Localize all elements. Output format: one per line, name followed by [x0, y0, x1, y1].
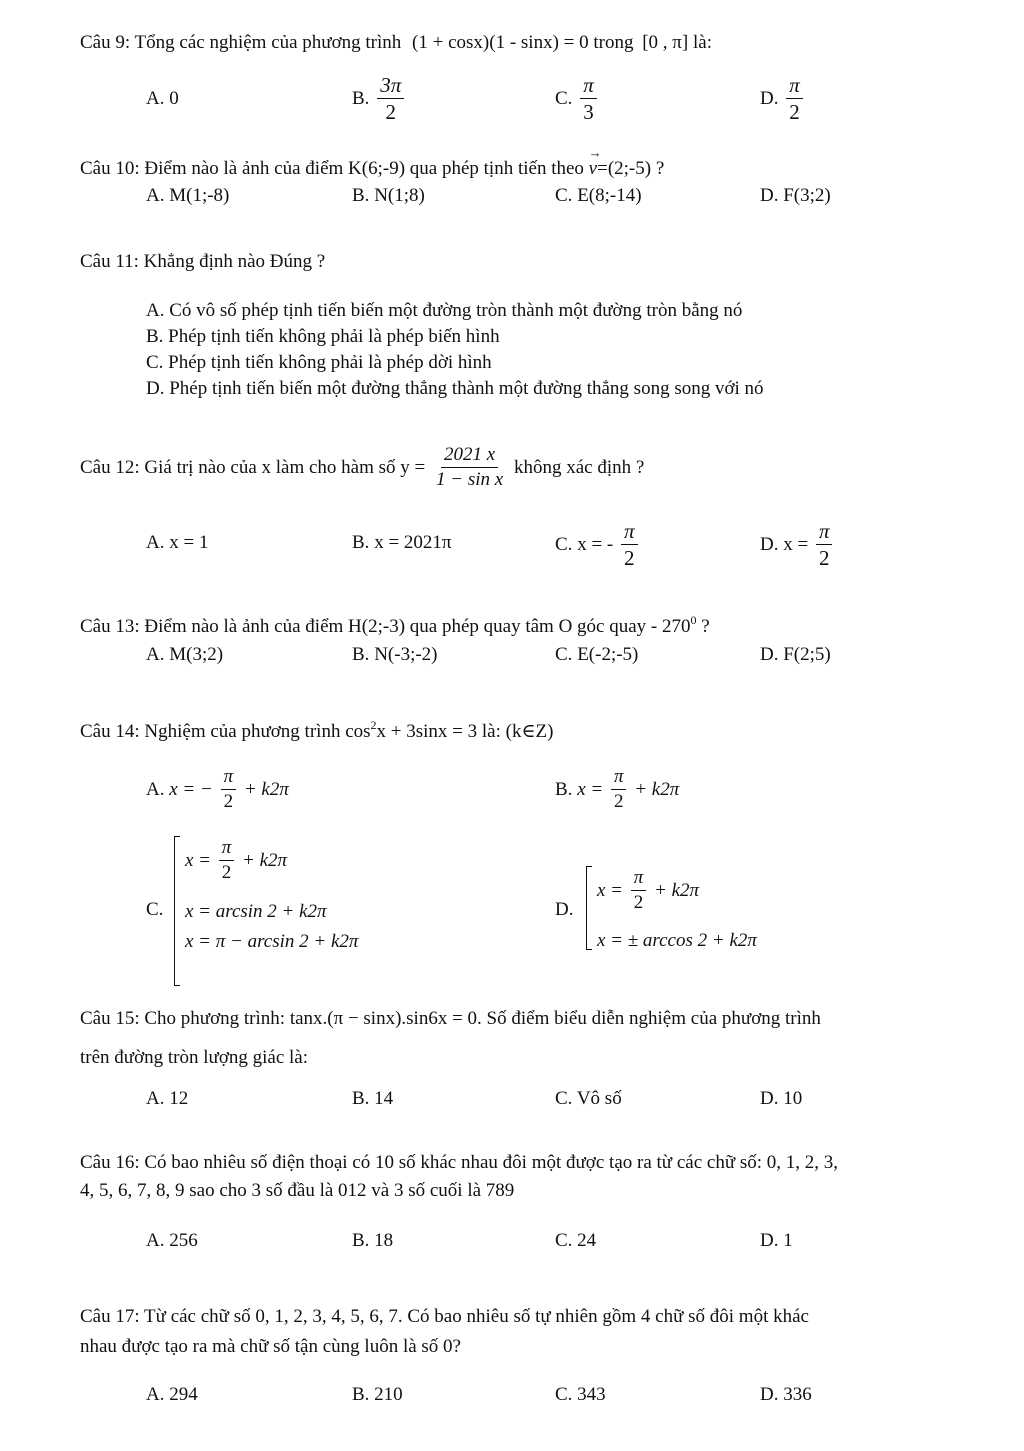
fraction-numerator: π — [816, 520, 833, 545]
q13-angle: - 270 — [650, 616, 691, 637]
q12-stem-text: Câu 12: Giá trị nào của x làm cho hàm số — [80, 456, 401, 478]
question-11-stem: Câu 11: Khẳng định nào Đúng ? — [80, 251, 326, 272]
q9-stem-text: Câu 9: Tổng các nghiệm của phương trình — [80, 32, 407, 53]
q9-option-d[interactable] — [760, 74, 806, 123]
q11-option-b[interactable]: B. Phép tịnh tiến không phải là phép biến hình — [146, 326, 500, 347]
q10-point: K(6;-9) — [348, 158, 406, 179]
fraction-numerator: 2021 x — [441, 445, 498, 468]
question-16-line1: Câu 16: Có bao nhiêu số điện thoại có 10 số khác nhau đôi một được tạo ra từ các chữ số: 0, 1, 2, 3, — [80, 1152, 839, 1173]
fraction-numerator: π — [611, 767, 627, 790]
fraction-denominator: 2 — [223, 790, 234, 812]
fraction-denominator: 2 — [789, 100, 800, 125]
q13-option-a[interactable] — [146, 645, 223, 664]
q10-vector-symbol: → v — [589, 159, 597, 178]
q10-option-b[interactable] — [352, 186, 425, 205]
question-10-stem — [80, 159, 664, 178]
option-value: M(3;2) — [169, 644, 224, 665]
option-label: D. — [760, 88, 779, 110]
question-14-stem — [80, 718, 554, 742]
option-suffix: + k2π — [243, 778, 289, 800]
q16-option-a[interactable]: A. 256 — [146, 1230, 198, 1251]
q14-option-d-bracket — [586, 866, 592, 950]
option-value: E(8;-14) — [577, 185, 642, 206]
q15-option-a[interactable]: A. 12 — [146, 1088, 189, 1109]
q12-option-d[interactable] — [760, 520, 835, 569]
option-label: B. — [352, 88, 370, 110]
q12-function-fraction — [433, 445, 506, 490]
fraction-numerator: π — [786, 74, 803, 99]
q14-option-b[interactable] — [555, 767, 679, 812]
q17-option-d[interactable]: D. 336 — [760, 1384, 812, 1405]
option-label: B. — [352, 185, 370, 206]
q13-option-c[interactable] — [555, 645, 638, 664]
q14-equation-power: 2 — [370, 718, 377, 732]
question-15-line2: trên đường tròn lượng giác là: — [80, 1047, 308, 1068]
question-9-stem — [80, 33, 712, 52]
q13-point: H(2;-3) — [348, 616, 406, 637]
option-prefix: x = - — [577, 534, 614, 556]
option-label: D. — [760, 185, 779, 206]
q14-a-fraction — [221, 767, 237, 812]
q10-stem-text: Câu 10: Điểm nào là ảnh của điểm — [80, 158, 349, 179]
option-label: B. — [352, 532, 370, 553]
question-16-line2: 4, 5, 6, 7, 8, 9 sao cho 3 số đầu là 012 và 3 số cuối là 789 — [80, 1180, 515, 1201]
q14-stem-text: Câu 14: Nghiệm của phương trình — [80, 721, 346, 742]
option-value: 0 — [169, 88, 179, 109]
q14-stem-text-b: là: (k∈Z) — [477, 721, 554, 742]
option-suffix: + k2π — [634, 778, 680, 800]
option-label: C. — [555, 185, 573, 206]
option-label: C. — [555, 534, 573, 556]
q12-stem-text-b: không xác định ? — [509, 456, 645, 478]
option-suffix: + k2π — [242, 849, 288, 871]
q12-d-fraction — [816, 520, 833, 569]
q13-stem-text-c: ? — [696, 616, 710, 637]
option-label: C. — [555, 88, 573, 110]
q14-option-d-line2[interactable]: x = ± arccos 2 + k2π — [597, 930, 757, 951]
q15-option-c[interactable]: C. Vô số — [555, 1088, 622, 1109]
q14-option-c-line1[interactable] — [185, 838, 287, 883]
option-label: A. — [146, 185, 165, 206]
fraction-denominator: 2 — [385, 100, 396, 125]
q13-stem-text-b: qua phép quay tâm O góc quay — [405, 616, 651, 637]
q9-d-fraction — [786, 74, 803, 123]
q15-option-d[interactable]: D. 10 — [760, 1088, 803, 1109]
q13-option-b[interactable] — [352, 645, 438, 664]
fraction-numerator: π — [221, 767, 237, 790]
fraction-numerator: π — [580, 74, 597, 99]
q14-equation-cos: cos — [345, 721, 371, 742]
q10-stem-text-b: qua phép tịnh tiến theo — [405, 158, 589, 179]
q14-option-c-line3[interactable]: x = π − arcsin 2 + k2π — [185, 931, 359, 952]
q15-option-b[interactable]: B. 14 — [352, 1088, 394, 1109]
option-prefix: x = — [185, 849, 212, 871]
option-value: M(1;-8) — [169, 185, 230, 206]
fraction-numerator: 3π — [377, 74, 404, 99]
q12-option-a[interactable] — [146, 533, 208, 552]
option-value: E(-2;-5) — [577, 644, 639, 665]
option-prefix: x = — [577, 778, 604, 800]
fraction-denominator: 2 — [613, 790, 624, 812]
q12-option-b[interactable] — [352, 533, 452, 552]
q11-option-d[interactable]: D. Phép tịnh tiến biến một đường thẳng thành một đường thẳng song song với nó — [146, 378, 764, 399]
q16-option-b[interactable]: B. 18 — [352, 1230, 394, 1251]
option-label: A. — [146, 644, 165, 665]
option-label: A. — [146, 778, 165, 800]
option-value: N(-3;-2) — [374, 644, 438, 665]
q9-interval: [0 , π] — [642, 32, 689, 53]
fraction-denominator: 2 — [633, 891, 644, 913]
option-suffix: + k2π — [654, 879, 700, 901]
q9-option-b[interactable] — [352, 74, 407, 123]
question-13-stem — [80, 613, 710, 637]
q13-stem-text: Câu 13: Điểm nào là ảnh của điểm — [80, 616, 349, 637]
q11-option-a[interactable]: A. Có vô số phép tịnh tiến biến một đường tròn thành một đường tròn bằng nó — [146, 300, 743, 321]
q13-option-d[interactable] — [760, 645, 831, 664]
option-label: C. — [555, 644, 573, 665]
option-prefix: x = — [783, 534, 809, 556]
option-prefix: x = — [597, 879, 624, 901]
option-label: B. — [352, 644, 370, 665]
question-17-line1: Câu 17: Từ các chữ số 0, 1, 2, 3, 4, 5, 6, 7. Có bao nhiêu số tự nhiên gồm 4 chữ số đôi một khác — [80, 1306, 809, 1327]
q10-option-d[interactable] — [760, 186, 831, 205]
fraction-denominator: 1 − sin x — [436, 468, 504, 490]
option-value: N(1;8) — [374, 185, 425, 206]
q14-option-c-line2[interactable]: x = arcsin 2 + k2π — [185, 901, 327, 922]
q14-option-d-label[interactable]: D. — [555, 899, 574, 920]
option-label: B. — [555, 778, 573, 800]
fraction-denominator: 2 — [221, 861, 232, 883]
question-17-line2: nhau được tạo ra mà chữ số tận cùng luôn là số 0? — [80, 1336, 461, 1357]
q10-vector-value: =(2;-5) — [597, 158, 652, 179]
option-label: A. — [146, 88, 165, 109]
q9-stem-text-c: là: — [688, 32, 712, 53]
q11-option-c[interactable]: C. Phép tịnh tiến không phải là phép dời hình — [146, 352, 492, 373]
q14-option-d-line1[interactable] — [597, 868, 699, 913]
option-value: F(3;2) — [783, 185, 831, 206]
q14-equation-rest: x + 3sinx = 3 — [376, 721, 478, 742]
q9-c-fraction — [580, 74, 597, 123]
option-prefix: x = − — [169, 778, 213, 800]
q9-option-c[interactable] — [555, 74, 600, 123]
q12-c-fraction — [621, 520, 638, 569]
fraction-numerator: π — [219, 838, 235, 861]
q13-angle-degree: 0 — [690, 613, 697, 627]
q14-option-c-bracket — [174, 836, 180, 986]
fraction-denominator: 2 — [818, 546, 830, 571]
q10-option-c[interactable] — [555, 186, 642, 205]
q14-option-a[interactable] — [146, 767, 289, 812]
q16-option-d[interactable]: D. 1 — [760, 1230, 793, 1251]
question-12-stem — [80, 445, 644, 490]
fraction-denominator: 3 — [583, 100, 594, 125]
question-15-line1: Câu 15: Cho phương trình: tanx.(π − sinx).sin6x = 0. Số điểm biểu diễn nghiệm của phương trình — [80, 1008, 821, 1029]
q10-option-a[interactable] — [146, 186, 229, 205]
q9-b-fraction — [377, 74, 404, 123]
q14-d-fraction — [631, 868, 647, 913]
fraction-denominator: 2 — [624, 546, 635, 571]
option-label: D. — [760, 644, 779, 665]
q9-option-a[interactable] — [146, 89, 179, 108]
q12-function-lhs: y = — [400, 456, 426, 478]
q17-option-c[interactable]: C. 343 — [555, 1384, 606, 1405]
q16-option-c[interactable]: C. 24 — [555, 1230, 597, 1251]
option-label: A. — [146, 532, 165, 553]
option-label: D. — [760, 534, 779, 556]
option-value: x = 2021π — [374, 532, 452, 553]
q14-b-fraction — [611, 767, 627, 812]
q9-equation: (1 + cosx)(1 - sinx) = 0 — [412, 32, 589, 53]
q17-option-a[interactable]: A. 294 — [146, 1384, 198, 1405]
fraction-numerator: π — [621, 520, 638, 545]
q14-c-fraction — [219, 838, 235, 883]
q10-stem-text-c: ? — [651, 158, 665, 179]
fraction-numerator: π — [631, 868, 647, 891]
q9-stem-text-b: trong — [588, 32, 639, 53]
q14-option-c-label[interactable]: C. — [146, 899, 164, 920]
option-value: x = 1 — [169, 532, 209, 553]
q12-option-c[interactable] — [555, 520, 641, 569]
q17-option-b[interactable]: B. 210 — [352, 1384, 403, 1405]
option-value: F(2;5) — [783, 644, 831, 665]
